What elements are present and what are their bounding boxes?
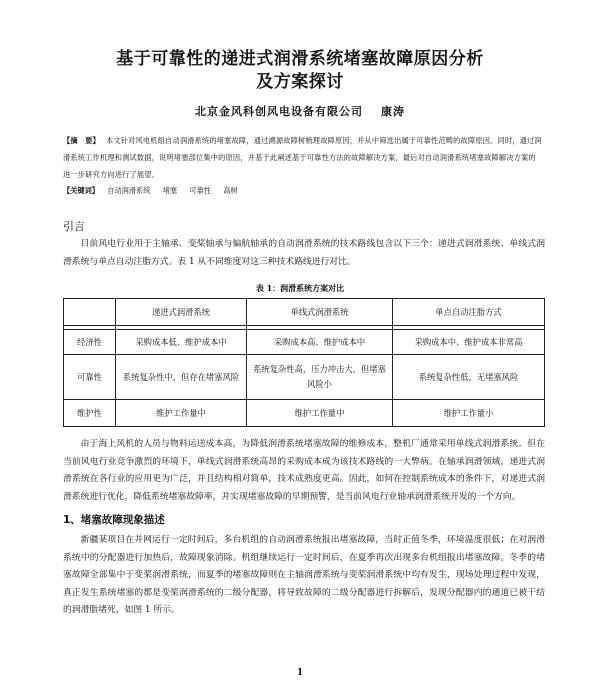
body-paragraph-2: 由于海上风机的人员与物料运送成本高，为降低润滑系统堵塞故障的维修成本，整机厂通常采用单线式润滑系统。但在当前风电行业竞争激烈的环境下，单线式润滑系统高昂的采购成本成为该技术路线的一大弊病。在轴承润滑领域，递进式润滑系统在各行业的应用更为广泛，并且结构相对简单，技术成熟度更高。因此，如何在控制系统成本的条件下，对递进式润滑系统进行优化，降低系统堵塞故障率，并实现堵塞故障的早期预警，是当前风电行业轴承润滑系统开发的一个方向。 — [63, 439, 545, 502]
intro-paragraph: 目前风电行业用于主轴承、变桨轴承与偏航轴承的自动润滑系统的技术路线包含以下三个：递进式润滑系统、单线式润滑系统与单点自动注脂方式。表 1 从不同维度对这三种技术路线进行对比。 — [63, 239, 545, 267]
section-1-heading: 1、堵塞故障现象描述 — [63, 514, 165, 526]
affiliation: 北京金风科创风电设备有限公司 — [195, 105, 363, 118]
table-cell: 维护工作量小 — [393, 400, 545, 427]
table-cell: 可靠性 — [64, 355, 116, 400]
page-number: 1 — [296, 668, 304, 678]
table-cell: 系统复杂性中，但存在堵塞风险 — [116, 355, 247, 400]
table-row — [64, 355, 545, 400]
table-cell: 经济性 — [64, 330, 116, 355]
table-cell: 系统复杂性低，无堵塞风险 — [393, 355, 545, 400]
author-line — [0, 103, 600, 119]
table-cell: 采购成本中、维护成本非常高 — [393, 330, 545, 355]
table-cell: 采购成本高、维护成本中 — [247, 330, 393, 355]
intro-heading: 引言 — [63, 220, 85, 233]
table-caption: 表 1：润滑系统方案对比 — [255, 283, 345, 293]
keyword: 高树 — [223, 186, 238, 195]
table-header-row — [64, 299, 545, 326]
keywords-label: 【关键词】 — [63, 186, 99, 195]
abstract — [63, 132, 543, 183]
paper-title-line-1: 基于可靠性的递进式润滑系统堵塞故障原因分析 — [116, 49, 484, 69]
keyword: 可靠性 — [189, 186, 211, 195]
keywords — [63, 186, 248, 196]
table-cell: 维护工作量中 — [116, 400, 247, 427]
table-header-cell — [64, 299, 116, 326]
table-cell: 维护性 — [64, 400, 116, 427]
keyword: 堵塞 — [162, 186, 178, 195]
comparison-table — [63, 298, 545, 427]
table-cell: 系统复杂性高，压力冲击大，但堵塞风险小 — [247, 355, 393, 400]
abstract-text: 本文针对风电机组自动润滑系统的堵塞故障，通过溯源故障树梳理故障原因，并从中筛选出属于可靠性范畴的故障原因。同时，通过润滑系统工作机理和测试数据，说明堵塞部位集中的原因，并基于此阐述基于可靠性方法的故障解决方案，最后对自动润滑系统堵塞故障解决方案的进一步研究方向进行了展望。 — [63, 136, 542, 179]
paper-title-line-2: 及方案探讨 — [256, 72, 344, 92]
keyword: 自动润滑系统 — [107, 186, 151, 195]
table-cell: 采购成本低、维护成本中 — [116, 330, 247, 355]
table-row — [64, 400, 545, 427]
section-1-paragraph: 新疆某项目在并网运行一定时间后，多台机组的自动润滑系统报出堵塞故障，当时正值冬季，环境温度很低；在对润滑系统中的分配器进行加热后，故障现象消除。机组继续运行一定时间后，在夏季再次出现多台机组报出堵塞故障。冬季的堵塞故障全部集中于变桨润滑系统，而夏季的堵塞故障则在主轴润滑系统与变桨润滑系统中均有发生，现场处理过程中发现，真正发生系统堵塞的都是变桨润滑系统的二级分配器，将导致故障的二级分配器进行拆解后，发现分配器内的通道已被干结的润滑脂堵死，如图 1 所示。 — [63, 535, 545, 616]
table-cell: 维护工作量中 — [247, 400, 393, 427]
table-row — [64, 330, 545, 355]
abstract-label: 【摘 要】 — [63, 136, 100, 145]
author-name: 康涛 — [381, 105, 405, 118]
table-header-cell: 单线式润滑系统 — [247, 299, 393, 326]
table-header-cell: 单点自动注脂方式 — [393, 299, 545, 326]
table-header-cell: 递进式润滑系统 — [116, 299, 247, 326]
